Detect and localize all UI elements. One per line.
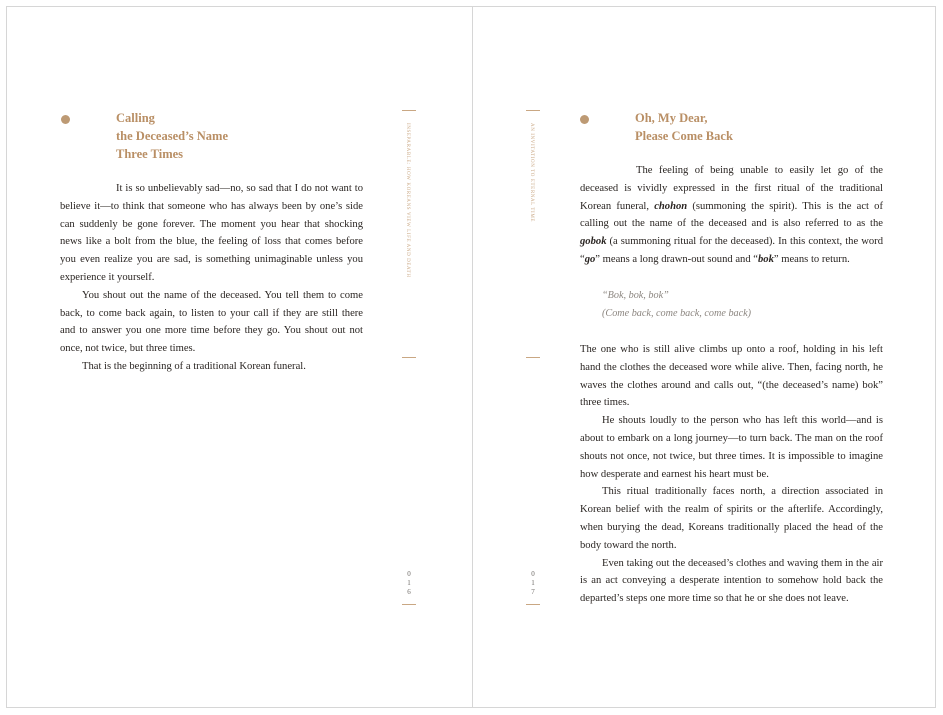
heading-line: Calling [116, 111, 155, 125]
page-number-digit: 1 [531, 579, 535, 587]
quote-line: “Bok, bok, bok” [602, 290, 669, 301]
body-paragraph: It is so unbelievably sad—no, so sad that I do not want to believe it—to think that someone who has always been by one’s side can suddenly be gone forever. The moment you hear that shocking news like a bolt from the blue, the feeling of loss that comes before you even realize you are sad, is something unimaginable unless you experience it yourself. [60, 183, 363, 283]
margin-rule-bottom [526, 604, 540, 605]
margin-rule-middle [402, 357, 416, 358]
running-head: AN INVITATION TO ETERNAL TIME [529, 123, 534, 223]
left-page [7, 7, 472, 707]
korean-term: go [584, 253, 596, 265]
heading-line: Oh, My Dear, [635, 111, 708, 125]
page-number-digit: 0 [531, 570, 535, 578]
page-number-digit: 6 [407, 588, 411, 596]
page-number [528, 570, 538, 597]
korean-term: gobok [580, 236, 607, 248]
body-paragraph: He shouts loudly to the person who has left this world—and is about to embark on a long journey—to turn back. The man on the roof shouts not once, not twice, but three times. It is impossible to imagine how desperate and earnest his heart must be. [580, 415, 883, 480]
korean-term: bok [758, 253, 774, 265]
body-paragraph: That is the beginning of a traditional Korean funeral. [82, 360, 306, 372]
page-number-digit: 0 [407, 570, 411, 578]
left-page-heading [116, 109, 228, 163]
page-number [404, 570, 414, 597]
body-paragraph: This ritual traditionally faces north, a direction associated in Korean belief with the realm of spirits or the afterlife. Accordingly, when burying the dead, Koreans traditionally placed the head of the body toward the north. [580, 486, 883, 551]
body-paragraph: You shout out the name of the deceased. You tell them to come back, to come back again, to listen to your call if they are still there and to answer you one more time before they go. You shout out not once, not twice, but three times. [60, 289, 363, 355]
right-page [473, 7, 936, 707]
quote-line: (Come back, come back, come back) [602, 307, 752, 319]
body-paragraph: Even taking out the deceased’s clothes and waving them in the air is an act conveying a desperate intention to somehow hold back the departed’s steps one more time so that he or she does not leave. [580, 557, 883, 605]
chant-quote [602, 287, 751, 323]
right-page-intro [580, 162, 883, 269]
page-number-digit: 7 [531, 588, 535, 596]
body-paragraph [580, 162, 883, 269]
heading-bullet-icon [61, 115, 70, 124]
korean-term: chohon [654, 200, 688, 212]
body-paragraph: The one who is still alive climbs up onto a roof, holding in his left hand the clothes the deceased wore while alive. Then, facing north, he waves the clothes around and calls out, “(the deceased’s name) bok” three times. [580, 344, 883, 409]
margin-rule-middle [526, 357, 540, 358]
text-run: ” means a long drawn-out sound and “ [595, 253, 758, 265]
book-spread [6, 6, 936, 708]
margin-rule-bottom [402, 604, 416, 605]
heading-line: Three Times [116, 147, 184, 161]
page-number-digit: 1 [407, 579, 411, 587]
heading-line: Please Come Back [635, 129, 733, 143]
right-page-heading [635, 109, 733, 145]
text-run: (summoning the spirit). This is the act of calling out the name of the deceased and is also referred to as the [580, 200, 883, 230]
text-run: (a summoning ritual for the deceased). In this context, the word “ [580, 236, 883, 265]
margin-rule-top [402, 110, 416, 111]
text-run: ” means to return. [773, 253, 850, 265]
left-page-body [60, 180, 363, 376]
heading-bullet-icon [580, 115, 589, 124]
running-head: INSEPARABLE: HOW KOREANS VIEW LIFE AND DEATH [405, 123, 410, 278]
margin-rule-top [526, 110, 540, 111]
right-page-body [580, 341, 883, 608]
text-run: The feeling of being unable to easily let go of the deceased is vividly expressed in the first ritual of the traditional Korean funeral, [580, 165, 883, 212]
heading-line: the Deceased’s Name [116, 129, 228, 143]
